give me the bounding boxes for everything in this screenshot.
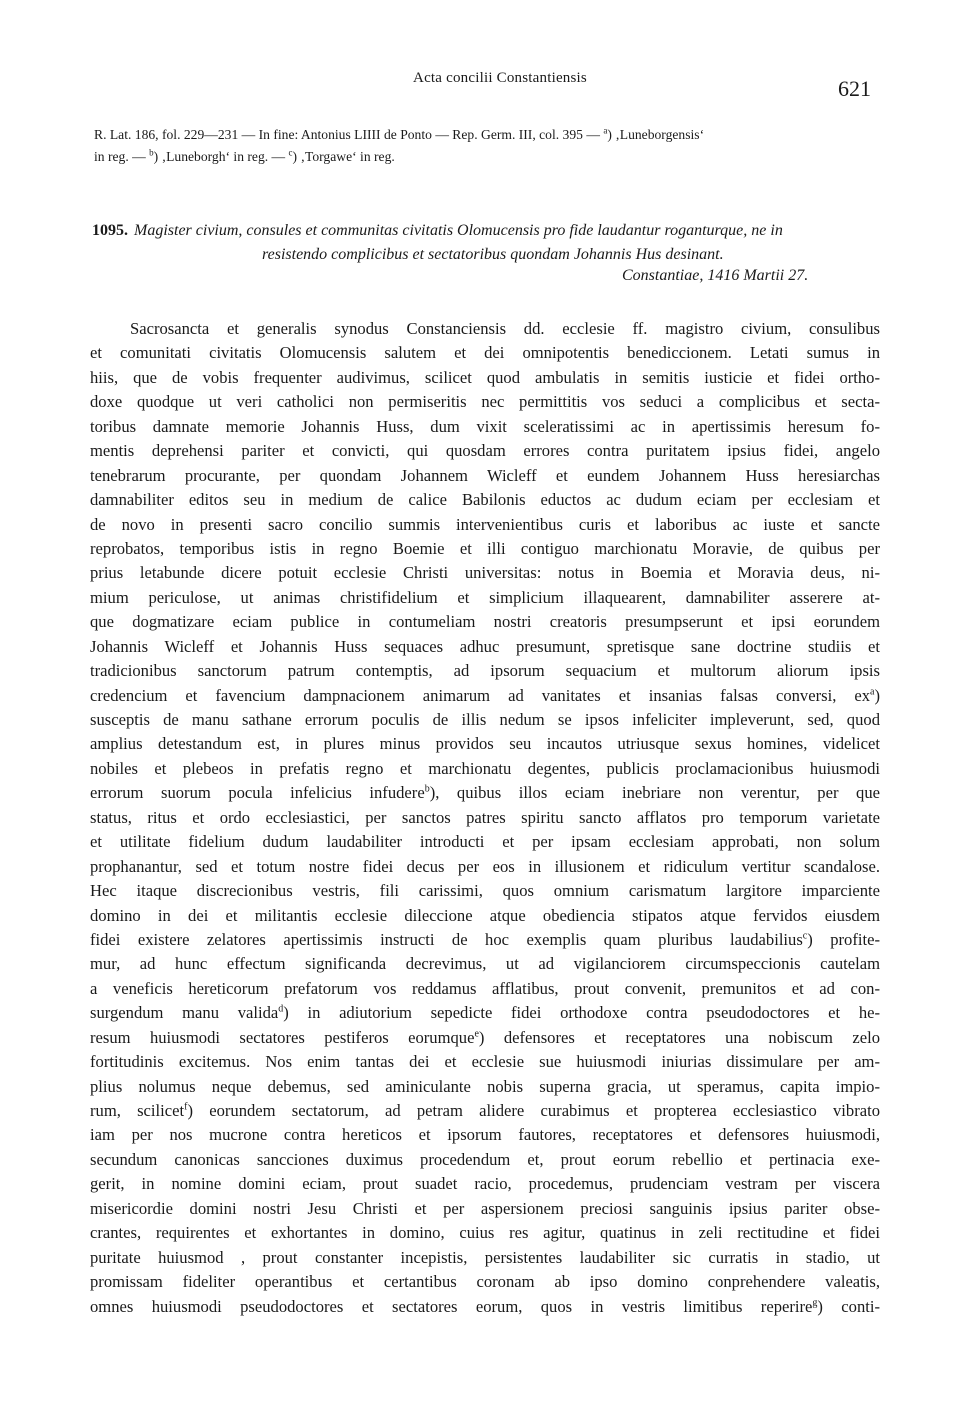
text-line: nobiles et plebeos in prefatis regno et marchionatu degentes, publicis proclamacionibus huiusmodi bbox=[90, 758, 880, 778]
text-line: secundum canonicas sancciones duximus procedendum et, prout eorum rebellio et pertinacia exe- bbox=[90, 1149, 880, 1169]
text-line: resum huiusmodi sectatores pestiferos eorumque$^e$) defensores et receptatores una nobiscum zelo bbox=[90, 1027, 880, 1047]
footnote-marker: c bbox=[802, 930, 808, 942]
text-line: mentis deprehensi pariter et convicti, qui quosdam errores contra puritatem ipsius fidei, angelo bbox=[90, 441, 880, 461]
footnote-marker: d bbox=[278, 1003, 284, 1015]
place-date-line: Constantiae, 1416 Martii 27. bbox=[622, 267, 809, 284]
footnote-marker: a bbox=[870, 686, 875, 698]
text-line: Johannis Wicleff et Johannis Huss sequaces adhuc presumunt, spretisque sane doctrine studiis et bbox=[90, 636, 880, 656]
heading-line: Magister civium, consules et communitas civitatis Olomucensis pro fide laudantur roganturque, ne in bbox=[134, 222, 783, 239]
text-line: errorum suorum pocula infelicius infudere$^b$), quibus illos eciam inebriare non verentur, per que bbox=[90, 783, 880, 803]
footnote-marker: f bbox=[184, 1101, 188, 1113]
text-line: hiis, que de vobis frequenter audivimus, scilicet quod ambulatis in semitis iusticie et fidei ortho- bbox=[90, 367, 880, 387]
text-line: omnes huiusmodi pseudodoctores et sectatores eorum, quos in vestris limitibus reperire$^g$) conti- bbox=[90, 1296, 880, 1316]
text-line: mium periculose, ut animas christifidelium et simplicium illaquearent, damnabiliter asserere at- bbox=[90, 587, 880, 607]
text-line: puritate huiusmod , prout constanter incepistis, persistentes laudabiliter sic curratis in stadio, ut bbox=[90, 1247, 880, 1267]
text-line: prophanantur, sed et totum nostre fidei decus per eos in illusionem et ridiculum vertitur scandalose. bbox=[90, 856, 880, 876]
text-line: que dogmatizare eciam publice in contumeliam nostri creatoris presumpserunt et ipsi eorundem bbox=[90, 612, 880, 632]
text-line: doxe quodque ut veri catholici non permiseritis nec permittitis vos seduci a complicibus et secta- bbox=[90, 392, 880, 412]
text-line: gerit, in nomine domini eciam, prout suadet racio, procedemus, prudenciam vestram per viscera bbox=[90, 1174, 880, 1194]
text-line: susceptis de manu sathane errorum poculis de illis nedum se ipsos infeliciter impleverunt, sed, quod bbox=[90, 710, 880, 729]
text-line: Hec itaque discrecionibus vestris, fili carissimi, quos omnium carismatum largitore imparciente bbox=[90, 881, 880, 901]
document-number: 1095. bbox=[92, 222, 128, 239]
document-heading bbox=[92, 219, 882, 267]
text-line: amplius detestandum est, in plures minus providos seu incautos utriusque sexus homines, videlicet bbox=[90, 734, 880, 754]
text-line: credencium et favencium dampnacionem animarum ad vanitates et insanias falsas conversi, $ex^a$) bbox=[90, 685, 880, 705]
text-line: reprobatos, temporibus istis in regno Boemie et illi contiguo marchionatu Moravie, de quibus per bbox=[90, 538, 880, 558]
text-line: fortitudinis excitemus. Nos enim tantas dei et ecclesie sue huiusmodi iniurias dissimulare per am- bbox=[90, 1052, 880, 1072]
text-line: de novo in presenti sacro concilio summis intervenientibus curis et laboribus ac iuste et sancte bbox=[90, 514, 880, 534]
footnote-marker: g bbox=[812, 1296, 818, 1308]
source-note: R. Lat. 186, fol. 229—231 — In fine: Antonius LIIII de Ponto — Rep. Germ. III, col. 395 — $^a$) ‚Luneborgensis‘ in reg. — $^b$) ‚Luneborgh‘ in reg. — $^c$) ‚Torgawe‘ in reg. bbox=[94, 125, 705, 164]
text-line: toribus damnate memorie Johannis Huss, dum vixit sceleratissimi ac in apertissimis heresum fo- bbox=[90, 416, 880, 436]
text-line: surgendum manu valida$^d$) in adiutorium sepedicte fidei orthodoxe contra pseudodoctores et he- bbox=[90, 1003, 880, 1023]
footnote-marker: b bbox=[149, 147, 154, 158]
text-line: a veneficis hereticorum prefatorum vos reddamus afflatibus, prout convenit, premunitos et ad con- bbox=[90, 978, 880, 998]
text-line: rum, scilicet$^f$) eorundem sectatorum, ad petram alidere curabimus et propterea ecclesiastico vibrato bbox=[90, 1101, 880, 1120]
text-line: iam per nos mucrone contra hereticos et ipsorum fautores, receptatores et defensores huiusmodi, bbox=[90, 1125, 880, 1145]
text-line: plius nolumus neque debemus, sed aminiculante nobis superna gracia, ut speramus, capita impio- bbox=[90, 1076, 880, 1096]
running-header: Acta concilii Constantiensis bbox=[413, 70, 587, 86]
text-line: et comunitati civitatis Olomucensis salutem et dei omnipotentis benediccionem. Letati sumus in bbox=[90, 343, 880, 363]
footnote-marker: a bbox=[603, 125, 608, 136]
text-line: prius letabunde dicere potuit ecclesie Christi universitas: notus in Boemia et Moravia deus, ni- bbox=[90, 563, 880, 583]
text-line: mur, ad hunc effectum significanda decrevimus, ut ad vigilanciorem circumspeccionis cautelam bbox=[90, 954, 880, 974]
footnote-marker: c bbox=[288, 147, 293, 158]
text-line: promissam fideliter operantibus et certantibus coronam ab ipso domino conprehendere valeatis, bbox=[90, 1272, 880, 1292]
text-line: fidei existere zelatores apertissimis instructi de hoc exemplis quam pluribus laudabilius$^c$) profite- bbox=[90, 929, 880, 949]
text-line: status, ritus et ordo ecclesiastici, per sanctos patres spiritu sancto afflatos pro temporum varietate bbox=[90, 807, 880, 827]
footnote-marker: b bbox=[424, 783, 430, 795]
body-text bbox=[90, 317, 880, 1319]
text-line: domino in dei et militantis ecclesie dileccione atque obediencia stipatos atque fervidos eiusdem bbox=[90, 905, 880, 925]
text-line: tenebrarum procurante, per quondam Johannem Wicleff et eundem Johannem Huss heresiarchas bbox=[90, 465, 880, 485]
page-number: 621 bbox=[838, 76, 871, 101]
footnote-marker: e bbox=[474, 1028, 479, 1040]
heading-line: resistendo complicibus et sectatoribus quondam Johannis Hus desinant. bbox=[262, 246, 724, 263]
text-line: et utilitate fidelium dudum laudabiliter introducti et per ipsam ecclesiam approbati, non solum bbox=[90, 832, 880, 852]
text-line: misericordie domini nostri Jesu Christi et per aspersionem preciosi sanguinis ipsius pariter obse- bbox=[90, 1198, 880, 1218]
text-line: Sacrosancta et generalis synodus Constanciensis dd. ecclesie ff. magistro civium, consulibus bbox=[130, 319, 880, 338]
text-line: crantes, requirentes et exhortantes in domino, cuius res agitur, quatinus in zeli rectitudine et fidei bbox=[90, 1223, 880, 1243]
text-line: tradicionibus sanctorum patrum contemptis, ad ipsorum sequacium et multorum aliorum ipsis bbox=[90, 661, 880, 681]
text-line: damnabiliter editos seu in medium de calice Babilonis eductos ac dudum eciam per ecclesiam et bbox=[90, 490, 880, 510]
